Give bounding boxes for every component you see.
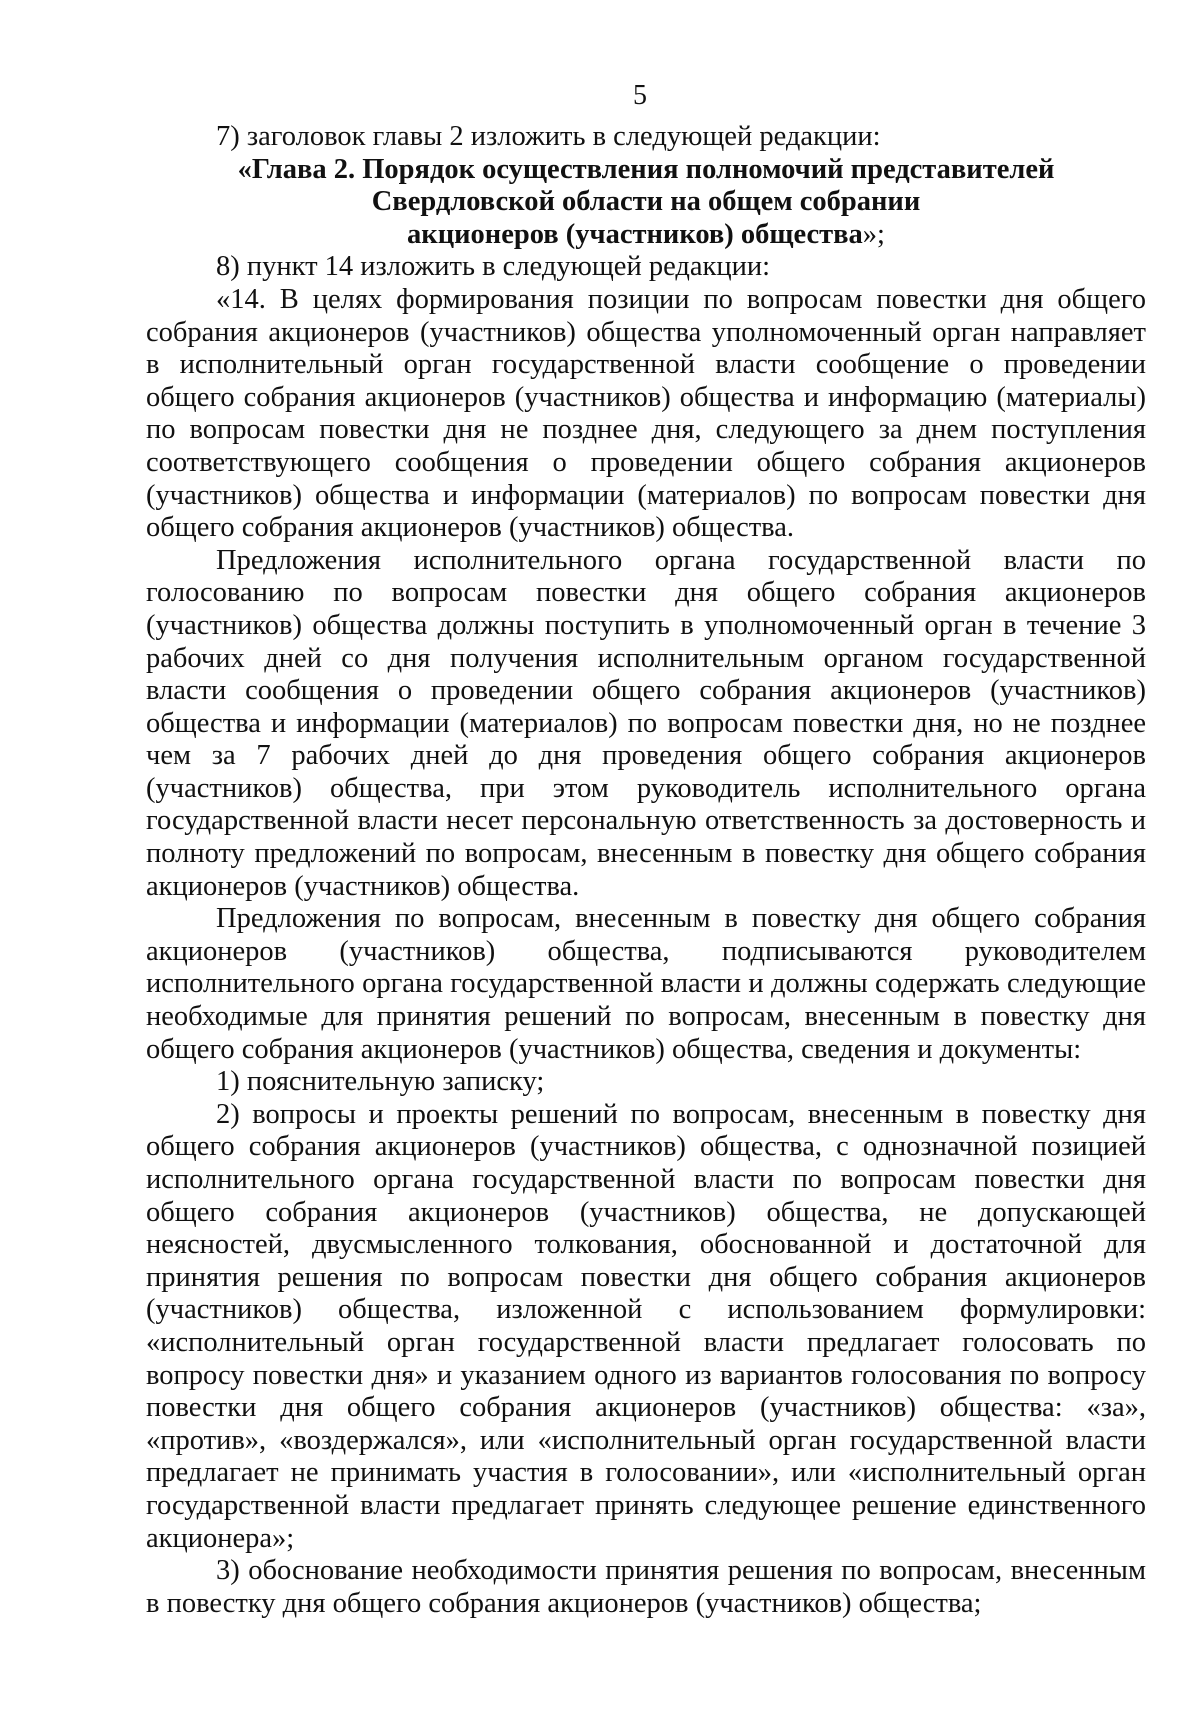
paragraph-14: «14. В целях формирования позиции по вопросам повестки дня общего собрания акционеров (участников) общества уполномоченный орган направляет в исполнительный орган государственной власти сообщение о проведении общего собрания акционеров (участников) общества и информацию (материалы) по вопросам повестки дня не позднее дня, следующего за днем поступления соответствующего сообщения о проведении общего собрания акционеров (участников) общества и информации (материалов) по вопросам повестки дня общего собрания акционеров (участников) общества. [146, 283, 1146, 544]
list-item-2: 2) вопросы и проекты решений по вопросам, внесенным в повестку дня общего собрания акционеров (участников) общества, с однозначной позицией исполнительного органа государственной власти по вопросам повестки дня общего собрания акционеров (участников) общества, не допускающей неясностей, двусмысленного толкования, обоснованной и достаточной для принятия решения по вопросам повестки дня общего собрания акционеров (участников) общества, изложенной с использованием формулировки: «исполнительный орган государственной власти предлагает голосовать по вопросу повестки дня» и указанием одного из вариантов голосования по вопросу повестки дня общего собрания акционеров (участников) общества: «за», «против», «воздержался», или «исполнительный орган государственной власти предлагает не принимать участия в голосовании», или «исполнительный орган государственной власти предлагает принять следующее решение единственного акционера»; [146, 1098, 1146, 1554]
list-item-3: 3) обоснование необходимости принятия решения по вопросам, внесенным в повестку дня общего собрания акционеров (участников) общества; [146, 1555, 1146, 1619]
chapter-heading-line-1: «Глава 2. Порядок осуществления полномочий представителей [237, 153, 1055, 185]
document-body [146, 121, 1146, 1620]
chapter-heading-line-3 [146, 219, 1146, 252]
item-7-intro: 7) заголовок главы 2 изложить в следующей редакции: [216, 121, 881, 152]
chapter-heading [146, 154, 1146, 252]
paragraph-proposals-deadline: Предложения исполнительного органа государственной власти по голосованию по вопросам повестки дня общего собрания акционеров (участников) общества должны поступить в уполномоченный орган в течение 3 рабочих дней со дня получения исполнительным органом государственной власти сообщения о проведении общего собрания акционеров (участников) общества и информации (материалов) по вопросам повестки дня, но не позднее чем за 7 рабочих дней до дня проведения общего собрания акционеров (участников) общества, при этом руководитель исполнительного органа государственной власти несет персональную ответственность за достоверность и полноту предложений по вопросам, внесенным в повестку дня общего собрания акционеров (участников) общества. [146, 544, 1146, 902]
chapter-heading-line-2: Свердловской области на общем собрании [371, 186, 921, 218]
item-8-intro: 8) пункт 14 изложить в следующей редакции: [216, 251, 771, 283]
paragraph-proposals-signed: Предложения по вопросам, внесенным в повестку дня общего собрания акционеров (участников) общества, подписываются руководителем исполнительного органа государственной власти и должны содержать следующие необходимые для принятия решений по вопросам, внесенным в повестку дня общего собрания акционеров (участников) общества, сведения и документы: [146, 903, 1146, 1065]
page-number: 5 [633, 80, 647, 111]
chapter-heading-line-3-text: акционеров (участников) общества [407, 218, 863, 250]
list-item-1: 1) пояснительную записку; [216, 1066, 545, 1098]
chapter-heading-line-3-tail: »; [862, 218, 885, 250]
